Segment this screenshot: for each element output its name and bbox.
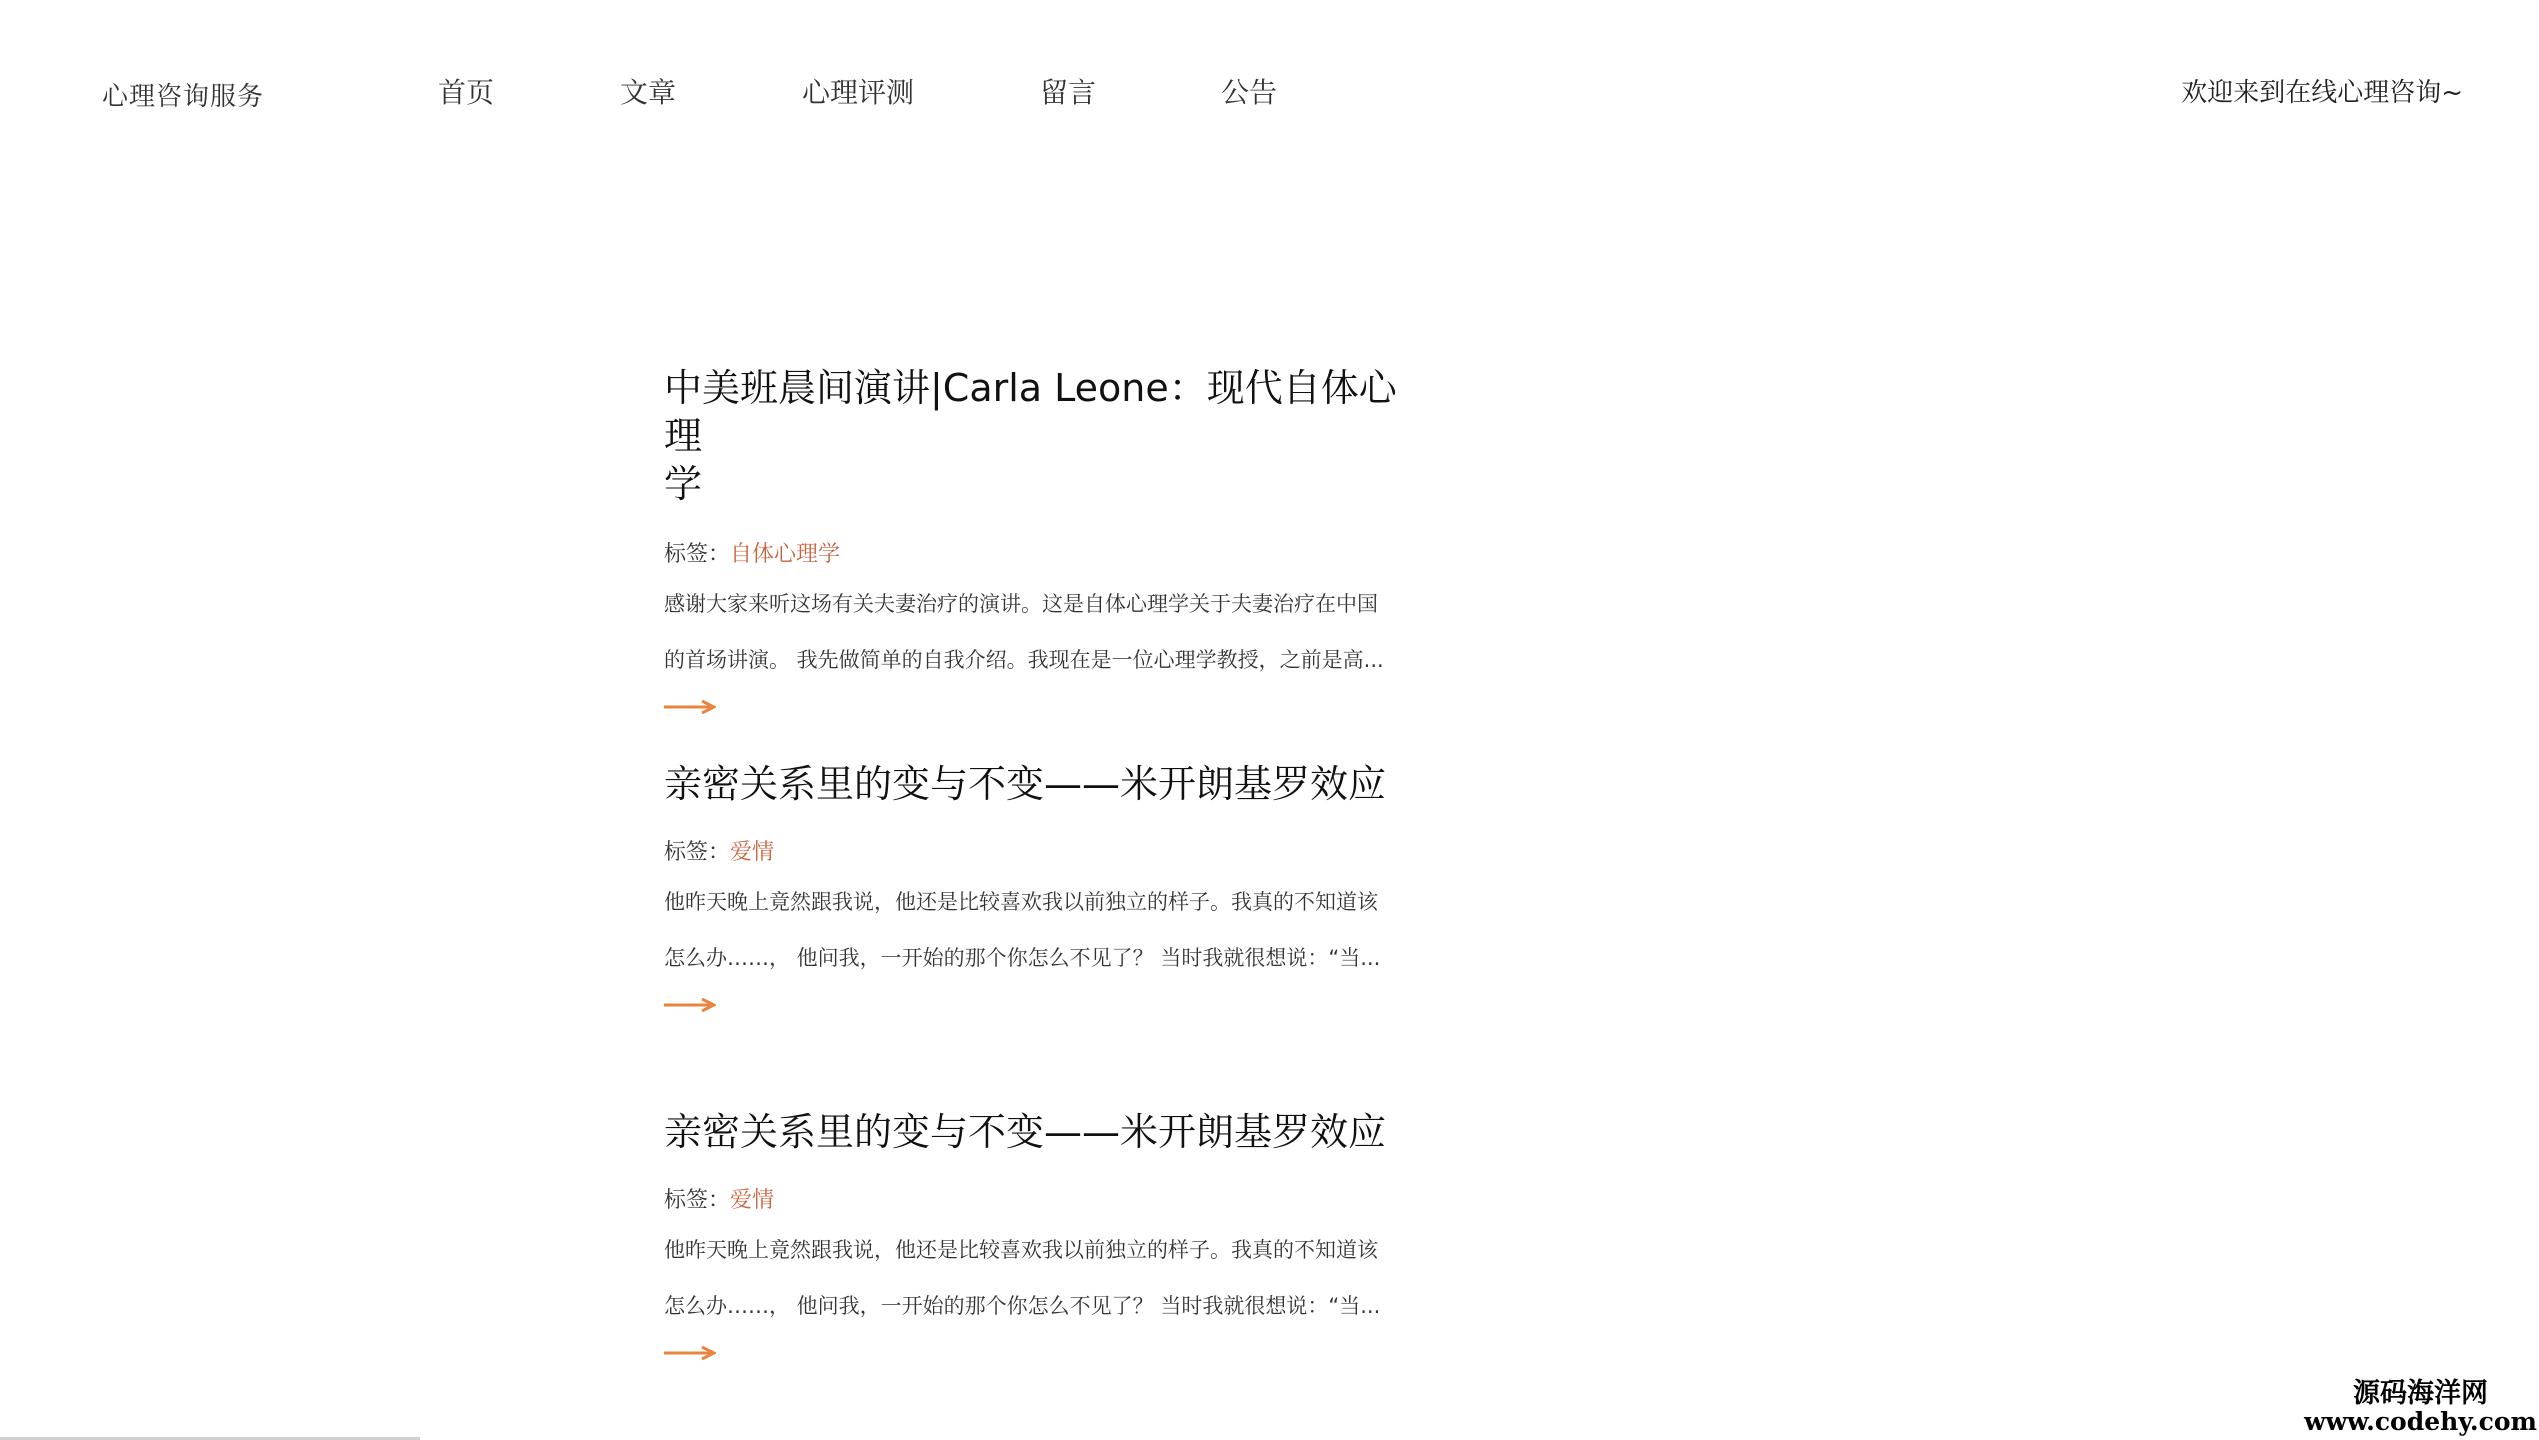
excerpt-line: 他昨天晚上竟然跟我说，他还是比较喜欢我以前独立的样子。我真的不知道该 (664, 1238, 1378, 1262)
arrow-right-icon[interactable] (664, 998, 716, 1012)
site-watermark (2304, 1380, 2537, 1436)
arrow-right-icon[interactable] (664, 1346, 716, 1360)
watermark-line: 源码海洋网 (2353, 1378, 2489, 1409)
excerpt-line: 怎么办……， 他问我，一开始的那个你怎么不见了？ 当时我就很想说：“当... (664, 946, 1381, 970)
welcome-text: 欢迎来到在线心理咨询~ (2181, 78, 2463, 108)
excerpt-line: 他昨天晚上竟然跟我说，他还是比较喜欢我以前独立的样子。我真的不知道该 (664, 890, 1378, 914)
article-title-line: 亲密关系里的变与不变——米开朗基罗效应 (664, 762, 1387, 806)
article-card (664, 760, 1404, 1012)
article-title-line: 中美班晨间演讲|Carla Leone：现代自体心理 (664, 366, 1397, 458)
site-brand[interactable]: 心理咨询服务 (102, 82, 265, 112)
article-card (664, 364, 1404, 714)
article-excerpt (664, 1222, 1394, 1334)
excerpt-line: 感谢大家来听这场有关夫妻治疗的演讲。这是自体心理学关于夫妻治疗在中国 (664, 592, 1378, 616)
nav-articles[interactable]: 文章 (620, 76, 677, 109)
article-tag[interactable]: 自体心理学 (730, 542, 841, 567)
tag-label: 标签： (664, 1188, 731, 1213)
article-excerpt (664, 874, 1394, 986)
article-tag[interactable]: 爱情 (730, 840, 775, 865)
tag-label: 标签： (664, 542, 731, 567)
excerpt-line: 怎么办……， 他问我，一开始的那个你怎么不见了？ 当时我就很想说：“当... (664, 1294, 1381, 1318)
tag-line (664, 838, 1404, 868)
article-title[interactable] (664, 1108, 1404, 1156)
article-title[interactable] (664, 364, 1404, 508)
article-title-line: 学 (664, 462, 703, 506)
nav-announcements[interactable]: 公告 (1221, 76, 1278, 109)
article-excerpt (664, 576, 1394, 688)
article-title-line: 亲密关系里的变与不变——米开朗基罗效应 (664, 1110, 1387, 1154)
article-card (664, 1108, 1404, 1360)
tag-label: 标签： (664, 840, 731, 865)
watermark-line: www.codehy.com (2304, 1407, 2537, 1436)
nav-psych-test[interactable]: 心理评测 (802, 76, 915, 109)
excerpt-line: 的首场讲演。 我先做简单的自我介绍。我现在是一位心理学教授，之前是高... (664, 648, 1384, 672)
nav-messages[interactable]: 留言 (1040, 76, 1097, 109)
top-header (0, 0, 2539, 180)
arrow-right-icon[interactable] (664, 700, 716, 714)
tag-line (664, 1186, 1404, 1216)
article-tag[interactable]: 爱情 (730, 1188, 775, 1213)
article-title[interactable] (664, 760, 1404, 808)
tag-line (664, 540, 1404, 570)
nav-home[interactable]: 首页 (438, 76, 495, 109)
